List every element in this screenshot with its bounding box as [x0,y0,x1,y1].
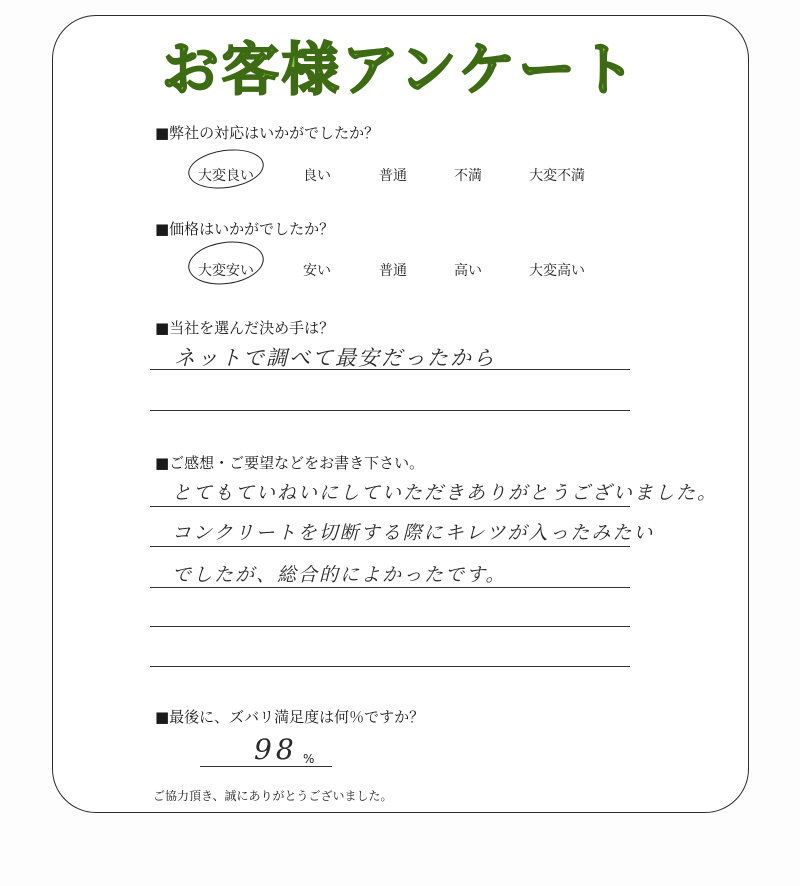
thank-you-note: ご協力頂き、誠にありがとうございました。 [153,789,393,803]
question-service: ■弊社の対応はいかがでしたか？ [155,124,380,142]
answer-line [150,546,630,547]
answer-line [150,587,630,588]
option-price-cheap[interactable]: 安い [303,263,331,279]
answer-line [150,666,630,667]
satisfaction-value[interactable]: 98 [254,733,298,766]
option-service-dissatisfied[interactable]: 不満 [454,168,482,184]
survey-title: お客様アンケート [161,37,639,103]
option-service-very-good[interactable]: 大変良い [198,168,254,184]
answer-line [150,369,630,370]
option-service-very-dissatisfied[interactable]: 大変不満 [529,168,585,184]
satisfaction-unit: % [303,752,315,766]
question-comments: ■ご感想・ご要望などをお書き下さい。 [155,454,425,472]
comment-answer-line-2[interactable]: コンクリートを切断する際にキレツが入ったみたい [172,522,655,544]
question-satisfaction: ■最後に、ズバリ満足度は何％ですか？ [155,708,425,726]
option-price-very-expensive[interactable]: 大変高い [529,263,585,279]
reason-answer-line-1[interactable]: ネットで調べて最安だったから [174,346,496,370]
option-service-good[interactable]: 良い [303,168,331,184]
option-price-very-cheap[interactable]: 大変安い [198,263,254,279]
option-service-normal[interactable]: 普通 [379,168,407,184]
satisfaction-line [200,766,332,767]
answer-line [150,410,630,411]
question-reason: ■当社を選んだ決め手は？ [155,319,335,337]
question-price: ■価格はいかがでしたか？ [155,220,335,238]
comment-answer-line-3[interactable]: でしたが、総合的によかったです。 [172,564,507,586]
comment-answer-line-1[interactable]: とてもていねいにしていただきありがとうございました。 [172,482,719,504]
option-price-normal[interactable]: 普通 [379,263,407,279]
answer-line [150,506,630,507]
option-price-expensive[interactable]: 高い [454,263,482,279]
answer-line [150,626,630,627]
